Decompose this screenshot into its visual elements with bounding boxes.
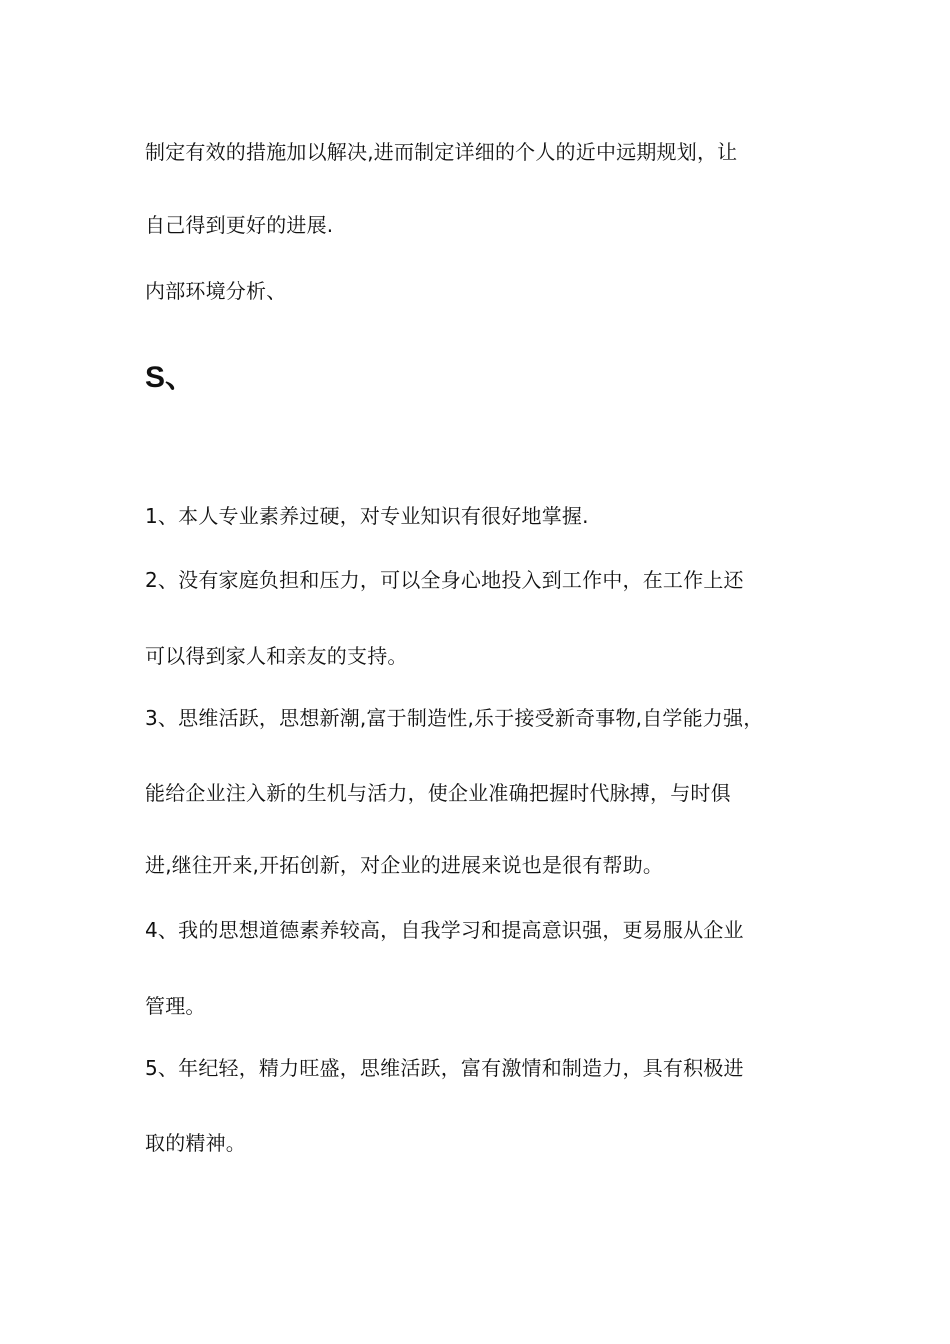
section-title: 内部环境分析、 <box>145 279 287 303</box>
item-4-line-2: 管理。 <box>145 994 206 1018</box>
item-3-line-3: 进,继往开来,开拓创新，对企业的进展来说也是很有帮助。 <box>145 853 664 877</box>
item-3-line-1: 3、思维活跃，思想新潮,富于制造性,乐于接受新奇事物,自学能力强， <box>145 706 764 730</box>
item-5-line-2: 取的精神。 <box>145 1131 246 1155</box>
item-5-line-1: 5、年纪轻，精力旺盛，思维活跃，富有激情和制造力，具有积极进 <box>145 1056 744 1080</box>
item-4-line-1: 4、我的思想道德素养较高，自我学习和提高意识强，更易服从企业 <box>145 918 744 942</box>
item-3-line-2: 能给企业注入新的生机与活力，使企业准确把握时代脉搏，与时俱 <box>145 781 731 805</box>
item-2-line-1: 2、没有家庭负担和压力，可以全身心地投入到工作中，在工作上还 <box>145 568 744 592</box>
intro-line-2: 自己得到更好的进展. <box>145 213 334 237</box>
item-2-line-2: 可以得到家人和亲友的支持。 <box>145 644 408 668</box>
s-heading: S、 <box>145 361 196 394</box>
intro-line-1: 制定有效的措施加以解决,进而制定详细的个人的近中远期规划，让 <box>145 140 738 164</box>
item-1-line-1: 1、本人专业素养过硬，对专业知识有很好地掌握. <box>145 504 589 528</box>
